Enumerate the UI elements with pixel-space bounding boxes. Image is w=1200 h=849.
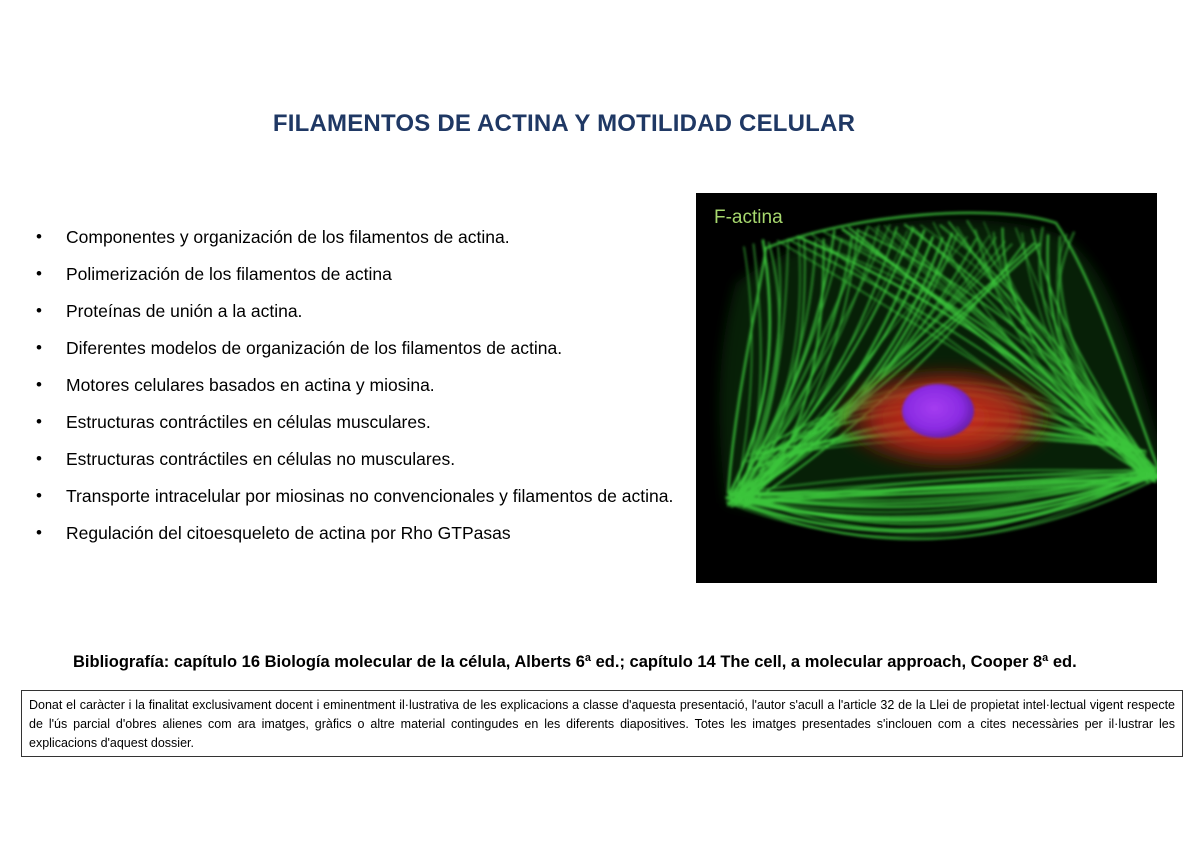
bullet-icon: • xyxy=(36,227,42,246)
slide-title: FILAMENTOS DE ACTINA Y MOTILIDAD CELULAR xyxy=(272,110,856,137)
list-item-text: Componentes y organización de los filamentos de actina. xyxy=(66,227,510,247)
list-item xyxy=(36,520,686,546)
bullet-icon: • xyxy=(36,264,42,283)
list-item-text: Motores celulares basados en actina y miosina. xyxy=(66,375,435,395)
list-item xyxy=(36,409,686,435)
list-item xyxy=(36,335,686,361)
nucleus-stain xyxy=(902,384,974,438)
bullet-icon: • xyxy=(36,375,42,394)
bullet-icon: • xyxy=(36,301,42,320)
list-item xyxy=(36,483,686,509)
bibliography-text: Bibliografía: capítulo 16 Biología molecular de la célula, Alberts 6ª ed.; capítulo 14 The cell, a molecular approach, Cooper 8ª ed. xyxy=(73,653,1077,671)
list-item-text: Transporte intracelular por miosinas no convencionales y filamentos de actina. xyxy=(66,486,674,506)
list-item xyxy=(36,224,686,250)
list-item-text: Proteínas de unión a la actina. xyxy=(66,301,303,321)
bullet-icon: • xyxy=(36,412,42,431)
bullet-icon: • xyxy=(36,523,42,542)
list-item xyxy=(36,372,686,398)
list-item-text: Diferentes modelos de organización de los filamentos de actina. xyxy=(66,338,563,358)
list-item-text: Polimerización de los filamentos de actina xyxy=(66,264,392,284)
list-item xyxy=(36,261,686,287)
list-item-text: Estructuras contráctiles en células no musculares. xyxy=(66,449,456,469)
bullet-icon: • xyxy=(36,449,42,468)
list-item-text: Regulación del citoesqueleto de actina por Rho GTPasas xyxy=(66,523,511,543)
list-item-text: Estructuras contráctiles en células musculares. xyxy=(66,412,431,432)
copyright-disclaimer: Donat el caràcter i la finalitat exclusivament docent i eminentment il·lustrativa de les explicacions a classe d'aquesta presentació, l'autor s'acull a l'article 32 de la Llei de propietat intel·lectual vigent respecte de l'ús parcial d'obres alienes com ara imatges, gràfics o altre material contingudes en les diferents diapositives. Totes les imatges presentades s'inclouen com a cites necessàries per il·lustrar les explicacions d'aquest dossier. xyxy=(21,690,1183,757)
bullet-icon: • xyxy=(36,486,42,505)
topic-list xyxy=(36,224,686,557)
list-item xyxy=(36,446,686,472)
f-actin-micrograph xyxy=(696,193,1157,583)
bullet-icon: • xyxy=(36,338,42,357)
list-item xyxy=(36,298,686,324)
image-caption: F-actina xyxy=(714,207,783,228)
cell-illustration xyxy=(696,193,1157,583)
